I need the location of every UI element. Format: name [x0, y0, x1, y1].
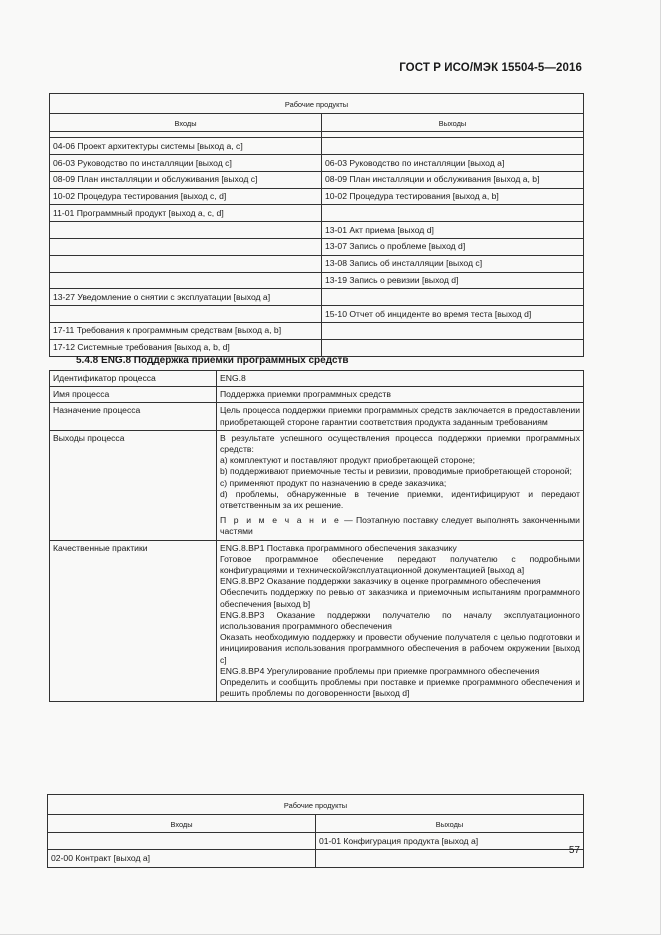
row-value: Цель процесса поддержки приемки программных средств заключается в предоставлении приобретающей стороне гарантии соответствия продукта заданным требованиям — [217, 403, 584, 430]
row-label: Выходы процесса — [50, 430, 217, 540]
row-value: ENG.8 — [217, 371, 584, 387]
output-cell: 10-02 Процедура тестирования [выход a, b] — [322, 188, 584, 205]
outcome-b: b) поддерживают приемочные тесты и ревизии, проводимые приобретающей стороной; — [220, 466, 572, 477]
bp2-title: ENG.8.BP2 Оказание поддержки заказчику в оценке программного обеспечения — [220, 576, 541, 587]
table-row — [50, 322, 584, 339]
input-cell: 13-27 Уведомление о снятии с эксплуатации [выход a] — [50, 289, 322, 306]
table-row — [50, 540, 584, 702]
bp3-title: ENG.8.BP3 Оказание поддержки получателю по началу эксплуатационного использования программного обеспечения — [220, 609, 580, 632]
input-cell: 08-09 План инсталляции и обслуживания [выход c] — [50, 171, 322, 188]
output-cell: 13-19 Запись о ревизии [выход d] — [322, 272, 584, 289]
table-row — [50, 171, 584, 188]
input-cell — [50, 306, 322, 323]
output-cell — [322, 339, 584, 356]
section-heading: 5.4.8 ENG.8 Поддержка приемки программных средств — [76, 355, 349, 366]
table-row — [50, 371, 584, 387]
row-label: Назначение процесса — [50, 403, 217, 430]
row-label: Качественные практики — [50, 540, 217, 702]
table-row — [50, 403, 584, 430]
bp1-title: ENG.8.BP1 Поставка программного обеспечения заказчику — [220, 542, 457, 553]
work-products-title: Рабочие продукты — [50, 94, 584, 114]
work-products-table-top — [49, 93, 584, 357]
input-cell: 10-02 Процедура тестирования [выход c, d] — [50, 188, 322, 205]
row-label: Идентификатор процесса — [50, 371, 217, 387]
output-cell — [322, 205, 584, 222]
output-cell — [322, 138, 584, 155]
page-number: 57 — [568, 845, 580, 856]
input-cell — [50, 255, 322, 272]
table-row — [50, 289, 584, 306]
table-row — [50, 306, 584, 323]
document-header: ГОСТ Р ИСО/МЭК 15504-5—2016 — [399, 62, 582, 74]
note-label: П р и м е ч а н и е — [220, 515, 341, 526]
outputs-header: Выходы — [316, 815, 584, 833]
table-row — [50, 205, 584, 222]
table-row — [48, 833, 584, 850]
output-cell — [322, 322, 584, 339]
input-cell: 17-11 Требования к программным средствам [выход a, b] — [50, 322, 322, 339]
outcome-a: a) комплектуют и поставляют продукт приобретающей стороне; — [220, 455, 476, 466]
input-cell — [50, 222, 322, 239]
outcomes-intro: В результате успешного осуществления процесса поддержки приемки программных средств: — [220, 432, 580, 455]
output-cell — [322, 289, 584, 306]
input-cell: 11-01 Программный продукт [выход a, c, d] — [50, 205, 322, 222]
outcomes-cell — [217, 430, 584, 540]
input-cell: 17-12 Системные требования [выход a, b, d] — [50, 339, 322, 356]
row-label: Имя процесса — [50, 387, 217, 403]
practices-cell — [217, 540, 584, 702]
bp3-text: Оказать необходимую поддержку и провести обучение получателя с целью подготовки и инициирования использования программного обеспечения в рабочем окружении [выход c] — [220, 632, 580, 665]
input-cell — [48, 833, 316, 850]
outputs-header: Выходы — [322, 114, 584, 132]
outcome-c: c) применяют продукт по назначению в среде заказчика; — [220, 477, 447, 488]
input-cell — [50, 272, 322, 289]
input-cell: 04-06 Проект архитектуры системы [выход a, c] — [50, 138, 322, 155]
table-row — [50, 155, 584, 172]
bp2-text: Обеспечить поддержку по ревью от заказчика и приемочным испытаниям программного обеспечения [выход b] — [220, 587, 580, 609]
work-products-table-bottom — [47, 794, 584, 868]
inputs-header: Входы — [48, 815, 316, 833]
output-cell: 08-09 План инсталляции и обслуживания [выход a, b] — [322, 171, 584, 188]
output-cell — [316, 850, 584, 867]
note — [220, 515, 580, 537]
bp4-text: Определить и сообщить проблемы при поставке и приемке программного обеспечения и решить проблемы по договоренности [выход d] — [220, 677, 580, 699]
bp4-title: ENG.8.BP4 Урегулирование проблемы при приемке программного обеспечения — [220, 665, 540, 676]
inputs-header: Входы — [50, 114, 322, 132]
note-text: — Поэтапную поставку следует выполнять законченными частями — [220, 515, 580, 537]
output-cell: 01-01 Конфигурация продукта [выход a] — [316, 833, 584, 850]
table-row — [48, 850, 584, 867]
table-row — [50, 138, 584, 155]
table-row — [50, 255, 584, 272]
outcome-d: d) проблемы, обнаруженные в течение приемки, идентифицируют и передают ответственным за их решение. — [220, 488, 580, 511]
output-cell: 13-08 Запись об инсталляции [выход c] — [322, 255, 584, 272]
table-row — [50, 238, 584, 255]
output-cell: 06-03 Руководство по инсталляции [выход a] — [322, 155, 584, 172]
process-description-table — [49, 370, 584, 702]
output-cell: 15-10 Отчет об инциденте во время теста [выход d] — [322, 306, 584, 323]
input-cell: 06-03 Руководство по инсталляции [выход c] — [50, 155, 322, 172]
input-cell: 02-00 Контракт [выход a] — [48, 850, 316, 867]
table-row — [50, 430, 584, 540]
input-cell — [50, 238, 322, 255]
output-cell: 13-01 Акт приема [выход d] — [322, 222, 584, 239]
table-row — [50, 339, 584, 356]
row-value: Поддержка приемки программных средств — [217, 387, 584, 403]
bp1-text: Готовое программное обеспечение передают получателю с подробными конфигурациями и технической/эксплуатационной документацией [выход a] — [220, 553, 580, 576]
table-row — [50, 272, 584, 289]
table-row — [50, 188, 584, 205]
work-products-title: Рабочие продукты — [48, 795, 584, 815]
table-row — [50, 222, 584, 239]
output-cell: 13-07 Запись о проблеме [выход d] — [322, 238, 584, 255]
table-row — [50, 387, 584, 403]
